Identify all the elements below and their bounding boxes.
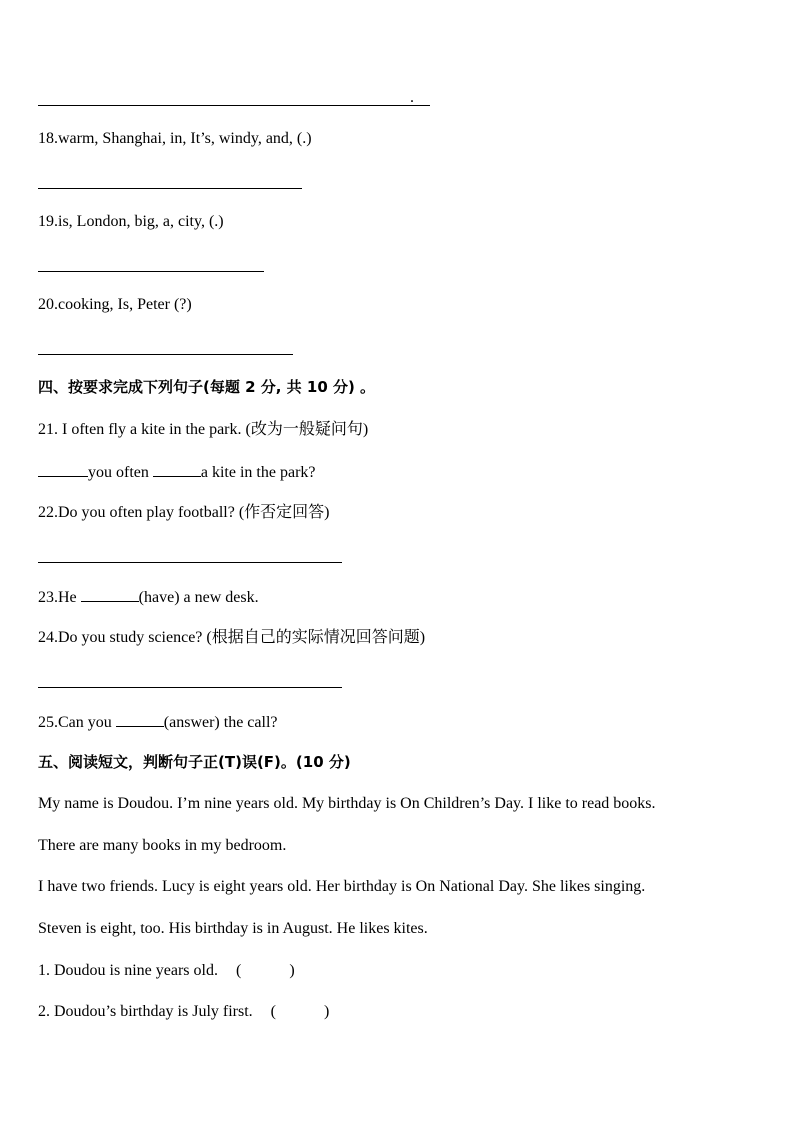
answer-line-18[interactable] bbox=[38, 188, 302, 189]
question-21-answer-part1: you often bbox=[88, 464, 149, 481]
question-23-suffix: (have) a new desk. bbox=[138, 589, 259, 606]
question-21-answer bbox=[38, 461, 316, 483]
blank-21a[interactable] bbox=[38, 461, 88, 477]
answer-line-20[interactable] bbox=[38, 354, 293, 355]
question-21-answer-part2: a kite in the park? bbox=[200, 464, 316, 481]
question-25-prefix: 25.Can you bbox=[38, 714, 112, 731]
passage-line-4: Steven is eight, too. His birthday is in August. He likes kites. bbox=[38, 920, 428, 937]
answer-line-22[interactable] bbox=[38, 562, 342, 563]
answer-line-17-period: . bbox=[410, 89, 414, 106]
question-23 bbox=[38, 586, 259, 608]
section-5-heading: 五、阅读短文，判断句子正(T)误(F)。(10 分) bbox=[38, 753, 351, 771]
statement-2-text: 2. Doudou’s birthday is July first. bbox=[38, 1003, 253, 1020]
statement-2-answer[interactable]: ( ) bbox=[270, 1003, 330, 1020]
passage-line-3: I have two friends. Lucy is eight years old. Her birthday is On National Day. She likes singing. bbox=[38, 878, 646, 895]
question-20: 20.cooking, Is, Peter (?) bbox=[38, 296, 192, 313]
answer-line-19[interactable] bbox=[38, 271, 264, 272]
question-23-prefix: 23.He bbox=[38, 589, 77, 606]
statement-1-text: 1. Doudou is nine years old. bbox=[38, 962, 218, 979]
passage-line-2: There are many books in my bedroom. bbox=[38, 837, 287, 854]
statement-1-answer[interactable]: ( ) bbox=[235, 962, 295, 979]
answer-line-17[interactable] bbox=[38, 105, 430, 106]
blank-21b[interactable] bbox=[153, 461, 201, 477]
blank-23[interactable] bbox=[81, 586, 139, 602]
question-22: 22.Do you often play football? (作否定回答) bbox=[38, 504, 330, 521]
question-18: 18.warm, Shanghai, in, It’s, windy, and, (.) bbox=[38, 130, 312, 147]
statement-2 bbox=[38, 1002, 329, 1022]
section-4-heading: 四、按要求完成下列句子(每题 2 分, 共 10 分) 。 bbox=[38, 378, 376, 396]
question-25-suffix: (answer) the call? bbox=[163, 714, 278, 731]
question-25 bbox=[38, 711, 278, 733]
answer-line-24[interactable] bbox=[38, 687, 342, 688]
passage-line-1: My name is Doudou. I’m nine years old. My birthday is On Children’s Day. I like to read books. bbox=[38, 795, 656, 812]
statement-1 bbox=[38, 961, 295, 981]
question-24: 24.Do you study science? (根据自己的实际情况回答问题) bbox=[38, 629, 426, 646]
question-21: 21. I often fly a kite in the park. (改为一般疑问句) bbox=[38, 421, 369, 438]
question-19: 19.is, London, big, a, city, (.) bbox=[38, 213, 224, 230]
blank-25[interactable] bbox=[116, 711, 164, 727]
